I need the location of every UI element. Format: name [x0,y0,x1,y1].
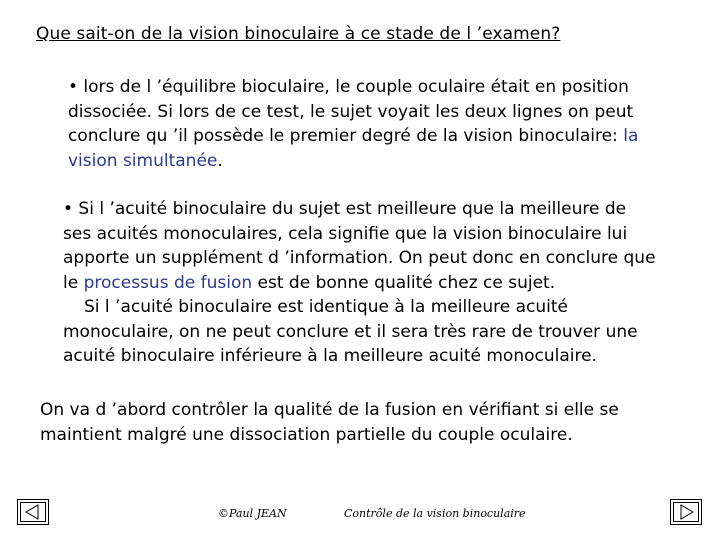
paragraph-line: • Si l ’acuité binoculaire du sujet est meilleure que la meilleure de [63,199,627,219]
paragraph-line: monoculaire, on ne peut conclure et il sera très rare de trouver une [63,321,638,342]
paragraph-line [68,124,638,149]
paragraph-text: est de bonne qualité chez ce sujet. [252,272,556,293]
slide-title: Que sait-on de la vision binoculaire à ce stade de l ’examen? [36,24,561,44]
paragraph-text: conclure qu ’il possède le premier degré de la vision binoculaire: [68,126,624,146]
paragraph-line: • lors de l ’équilibre bioculaire, le couple oculaire était en position [68,77,629,97]
paragraph-line: acuité binoculaire inférieure à la meilleure acuité monoculaire. [63,346,597,366]
paragraph-line: apporte un supplément d ’information. On peut donc en conclure que [63,248,656,268]
paragraph-fusion-check [40,398,619,448]
paragraph-line: ses acuités monoculaires, cela signifie que la vision binoculaire lui [63,223,628,244]
triangle-right-icon [674,503,698,521]
paragraph-text: le [63,272,84,293]
paragraph-line [68,149,638,174]
highlight-term: la [623,126,639,146]
next-slide-button[interactable] [673,502,699,522]
paragraph-line: maintient malgré une dissociation partielle du couple oculaire. [40,425,573,445]
triangle-left-icon [21,503,45,521]
paragraph-line: On va d ’abord contrôler la qualité de la fusion en vérifiant si elle se [40,400,619,420]
footer-author: ©Paul JEAN [218,507,287,520]
highlight-term: vision simultanée [68,150,218,171]
previous-slide-button[interactable] [20,502,46,522]
paragraph-line [63,271,656,296]
footer-title: Contrôle de la vision binoculaire [344,507,526,520]
paragraph-text: . [217,150,223,171]
highlight-term: processus de fusion [83,272,253,293]
paragraph-fusion-process [63,197,656,369]
paragraph-line: Si l ’acuité binoculaire est identique à la meilleure acuité [84,297,568,317]
paragraph-line: dissociée. Si lors de ce test, le sujet voyait les deux lignes on peut [68,101,634,122]
paragraph-simultaneous-vision [68,75,638,173]
